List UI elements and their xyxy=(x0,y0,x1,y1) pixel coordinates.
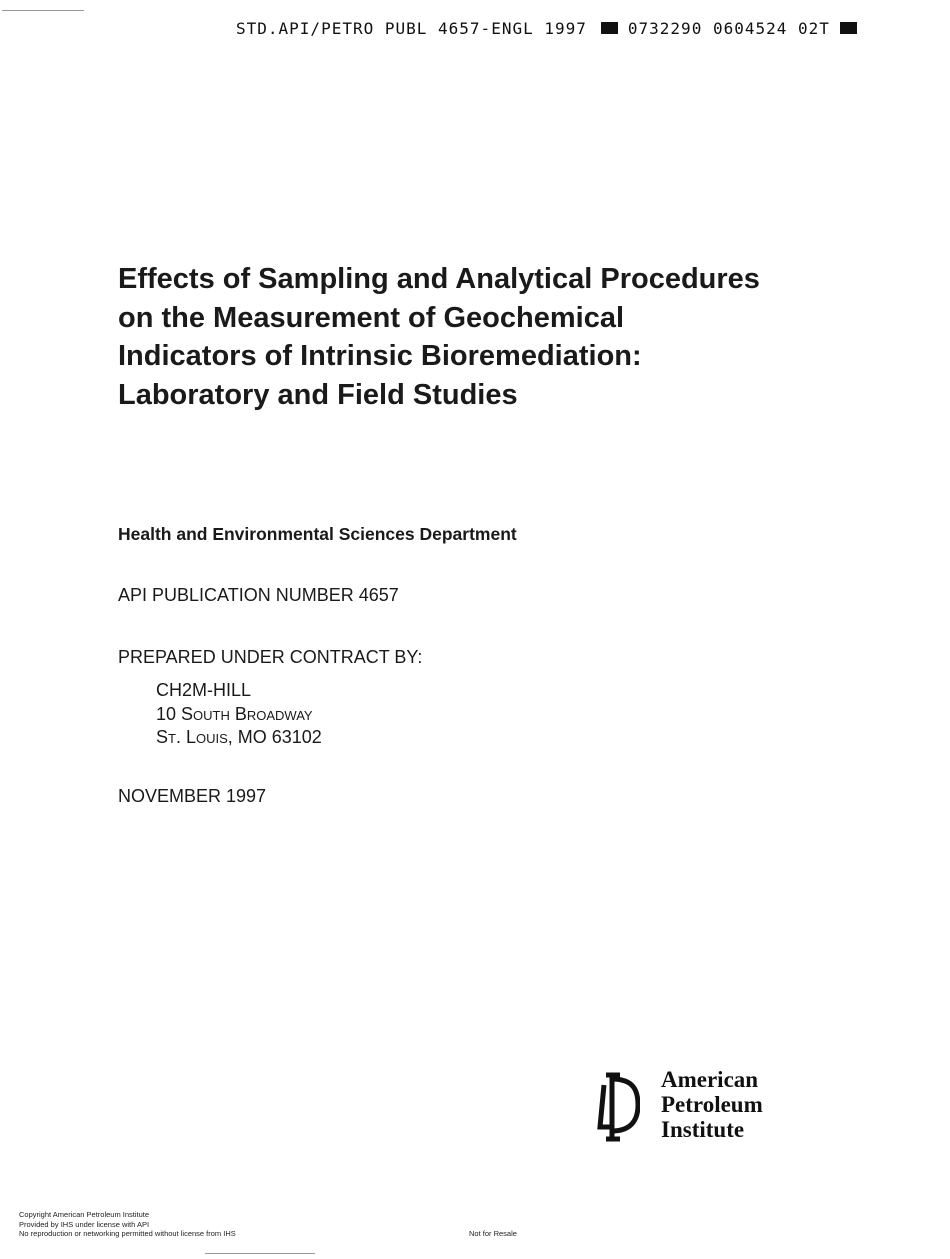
document-code-header xyxy=(236,16,916,40)
title-line: Effects of Sampling and Analytical Procedures xyxy=(118,263,760,295)
logo-line: Institute xyxy=(661,1117,745,1142)
api-logo xyxy=(590,1067,790,1147)
footer-line: No reproduction or networking permitted without license from IHS xyxy=(19,1229,236,1238)
api-logo-text xyxy=(661,1067,763,1142)
publication-date: NOVEMBER 1997 xyxy=(118,786,267,806)
black-block-mark xyxy=(840,22,857,34)
logo-line: American xyxy=(661,1067,759,1092)
black-block-mark xyxy=(601,22,618,34)
department-name: Health and Environmental Sciences Department xyxy=(118,524,517,544)
prepared-by-label: PREPARED UNDER CONTRACT BY: xyxy=(118,647,423,667)
scan-artifact xyxy=(205,1253,315,1254)
logo-line: Petroleum xyxy=(661,1092,763,1117)
title-line: on the Measurement of Geochemical xyxy=(118,301,625,334)
footer-line: Copyright American Petroleum Institute xyxy=(19,1210,150,1219)
contractor-state-zip: , MO 63102 xyxy=(227,727,322,747)
contractor-street: 10 South Broadway xyxy=(156,703,313,724)
contractor-city-line xyxy=(156,726,322,750)
footer-line: Provided by IHS under license with API xyxy=(19,1219,150,1229)
publication-number: API PUBLICATION NUMBER 4657 xyxy=(118,585,399,605)
contractor-name: CH2M-HILL xyxy=(156,680,252,700)
document-code-left: STD.API/PETRO PUBL 4657-ENGL 1997 xyxy=(236,18,587,38)
document-code-mid: 0732290 0604524 02T xyxy=(627,18,830,38)
api-logo-icon xyxy=(590,1071,640,1143)
scan-artifact xyxy=(2,10,84,11)
copyright-footer xyxy=(19,1210,236,1239)
not-for-resale-note: Not for Resale xyxy=(469,1229,517,1238)
contractor-address xyxy=(156,679,322,750)
title-line: Laboratory and Field Studies xyxy=(118,378,518,411)
title-line: Indicators of Intrinsic Bioremediation: xyxy=(118,340,642,372)
document-title xyxy=(118,260,838,414)
contractor-city: St. Louis xyxy=(156,727,228,747)
